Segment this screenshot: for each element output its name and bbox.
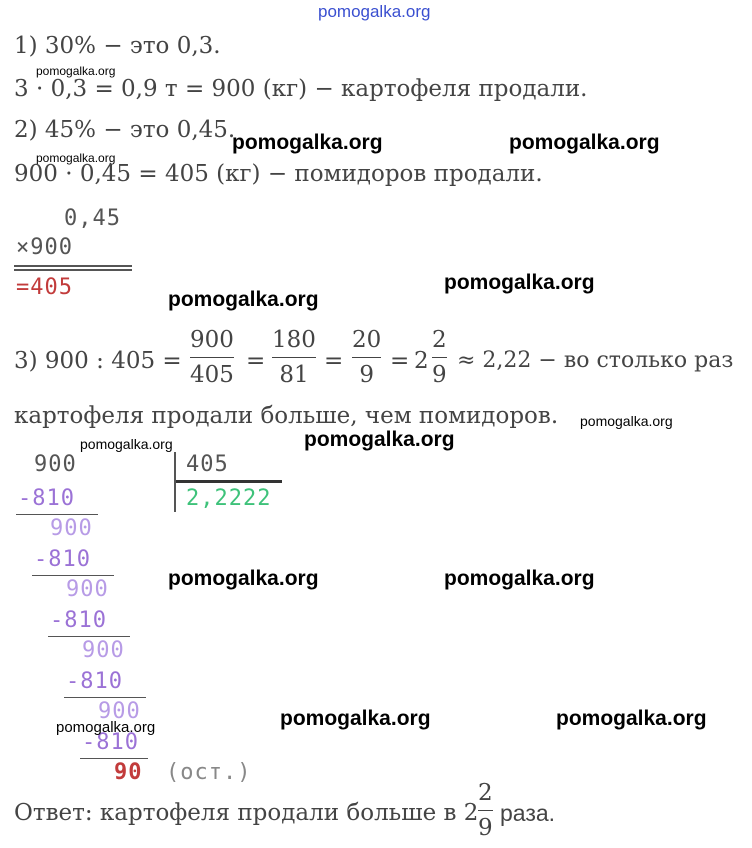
equals-sign: = — [390, 348, 410, 374]
fraction-numerator: 20 — [352, 327, 382, 353]
fraction-180-81 — [272, 325, 316, 390]
fraction-bar — [432, 357, 447, 358]
watermark-large: pomogalka.org — [556, 707, 707, 730]
watermark-large: pomogalka.org — [280, 707, 431, 730]
division-step-line — [48, 636, 130, 637]
mult-top-number: 0,45 — [64, 206, 121, 231]
equals-sign: = — [246, 348, 266, 374]
watermark-large: pomogalka.org — [168, 288, 319, 311]
potato-sold-line: 3 · 0,3 = 0,9 т = 900 (кг) − картофеля продали. — [14, 76, 588, 102]
division-step-remainder: 900 — [50, 516, 93, 541]
watermark-large: pomogalka.org — [304, 428, 455, 451]
step3-prefix: 3) 900 : 405 = — [14, 348, 182, 374]
division-step-remainder: 900 — [66, 577, 109, 602]
mult-bottom-number: ×900 — [16, 235, 73, 260]
division-step-subtract: -810 — [82, 730, 139, 755]
fraction-denominator: 405 — [190, 362, 234, 388]
division-step-line — [16, 514, 98, 515]
division-remainder-note: (ост.) — [166, 760, 252, 785]
fraction-numerator: 2 — [478, 780, 493, 806]
fraction-2-9 — [432, 325, 447, 390]
conclusion-line: картофеля продали больше, чем помидоров. — [14, 403, 559, 429]
fraction-bar — [190, 357, 234, 358]
division-quotient: 2,2222 — [186, 486, 272, 511]
mixed-number-whole: 2 — [414, 348, 429, 374]
fraction-900-405 — [190, 325, 234, 390]
fraction-numerator: 2 — [432, 327, 447, 353]
division-remainder: 90 — [114, 760, 143, 785]
mult-result: =405 — [16, 275, 73, 300]
division-step-line — [32, 575, 114, 576]
watermark-large: pomogalka.org — [444, 567, 595, 590]
watermark-small: pomogalka.org — [36, 151, 116, 165]
division-step-line — [64, 697, 146, 698]
answer-fraction — [478, 778, 493, 843]
tomato-sold-line: 900 · 0,45 = 405 (кг) − помидоров продали. — [14, 161, 543, 187]
division-step-subtract: -810 — [18, 486, 75, 511]
fraction-bar — [272, 357, 316, 358]
watermark-large: pomogalka.org — [509, 131, 660, 154]
watermark-large: pomogalka.org — [232, 131, 383, 154]
division-dividend: 900 — [34, 452, 77, 477]
division-divisor: 405 — [186, 452, 229, 477]
equals-sign: = — [324, 348, 344, 374]
answer-suffix: раза. — [500, 800, 556, 826]
fraction-bar — [352, 357, 381, 358]
fraction-numerator: 900 — [190, 327, 234, 353]
step2-line: 2) 45% − это 0,45. — [14, 117, 236, 143]
fraction-denominator: 9 — [478, 815, 493, 841]
watermark-top[interactable]: pomogalka.org — [318, 2, 431, 21]
fraction-numerator: 180 — [272, 327, 316, 353]
watermark-small: pomogalka.org — [36, 64, 116, 78]
step1-line: 1) 30% − это 0,3. — [14, 33, 221, 59]
division-step-remainder: 900 — [82, 638, 125, 663]
division-step-subtract: -810 — [50, 608, 107, 633]
fraction-20-9 — [352, 325, 381, 390]
division-step-subtract: -810 — [34, 547, 91, 572]
division-divisor-line — [176, 480, 282, 483]
mult-divider — [14, 265, 132, 267]
division-step-remainder: 900 — [98, 699, 141, 724]
fraction-denominator: 9 — [359, 362, 374, 388]
watermark-small: pomogalka.org — [80, 436, 173, 452]
fraction-bar — [478, 810, 493, 811]
step3-suffix: ≈ 2,22 − во столько раз — [457, 348, 734, 373]
mult-divider — [14, 269, 132, 271]
watermark-large: pomogalka.org — [168, 567, 319, 590]
division-step-line — [80, 758, 148, 759]
division-step-subtract: -810 — [66, 669, 123, 694]
watermark-large: pomogalka.org — [444, 271, 595, 294]
answer-prefix: Ответ: картофеля продали больше в 2 — [14, 800, 479, 826]
watermark-small: pomogalka.org — [56, 719, 156, 736]
fraction-denominator: 81 — [279, 362, 309, 388]
fraction-denominator: 9 — [432, 362, 447, 388]
watermark-small: pomogalka.org — [580, 413, 673, 429]
